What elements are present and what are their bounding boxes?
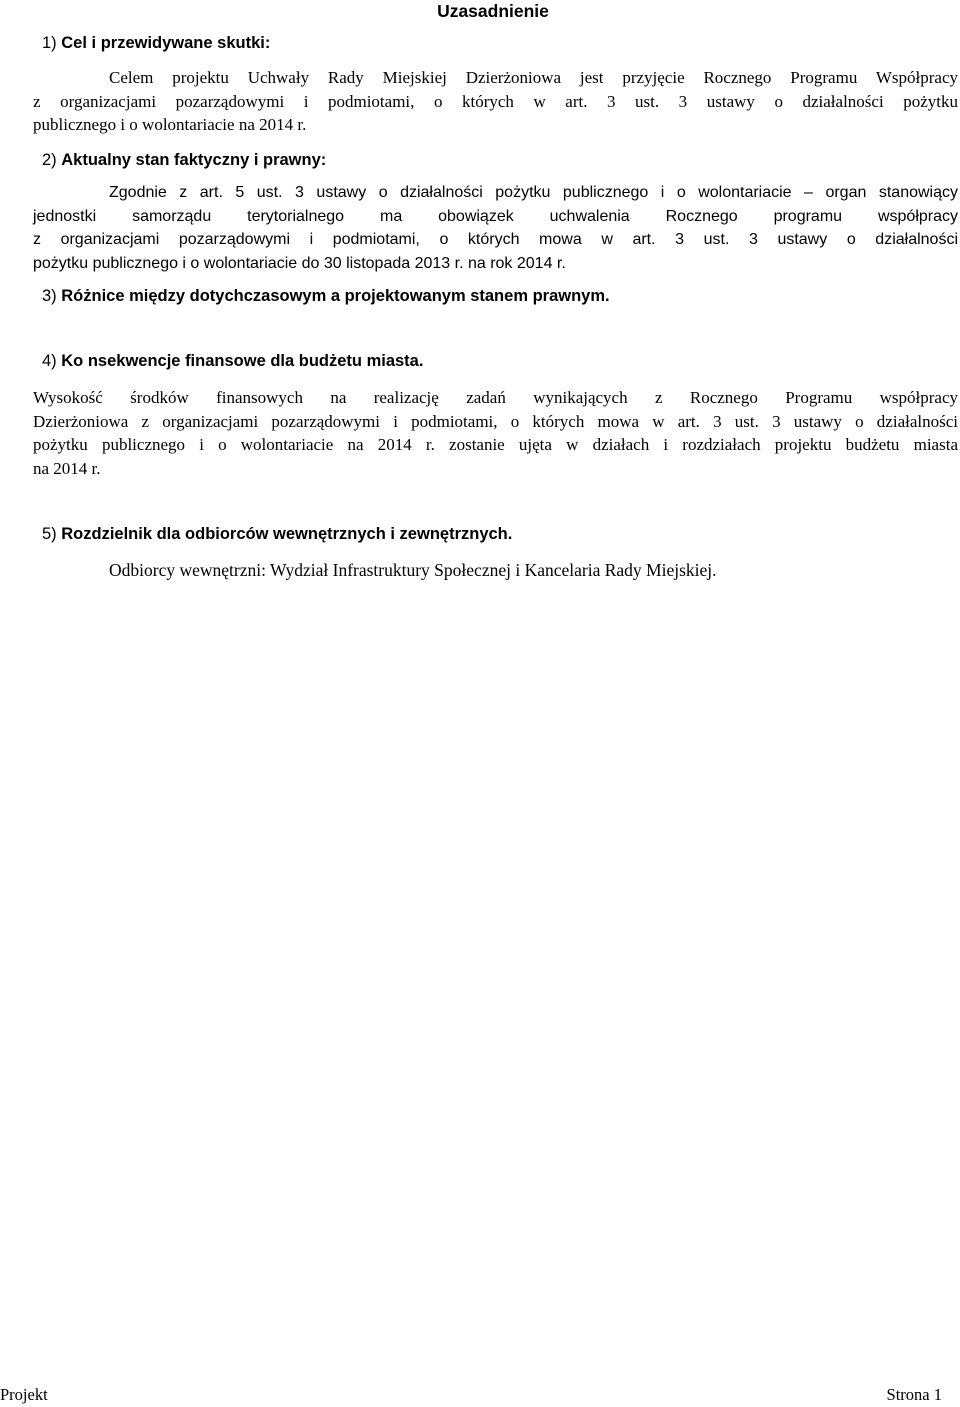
section-1-paragraph	[33, 66, 958, 137]
section-2-line-1: Zgodnie z art. 5 ust. 3 ustawy o działalności pożytku publicznego i o wolontariacie – organ stanowiący	[109, 184, 958, 201]
document-title: Uzasadnienie	[437, 1, 549, 21]
section-4-line-3: pożytku publicznego i o wolontariacie na 2014 r. zostanie ujęta w działach i rozdziałach projektu budżetu miasta	[33, 435, 958, 454]
section-2-paragraph	[33, 181, 958, 275]
section-2-line-3: z organizacjami pozarządowymi i podmiotami, o których mowa w art. 3 ust. 3 ustawy o działalności	[33, 231, 958, 248]
section-4-line-4: na 2014 r.	[33, 458, 101, 478]
section-2-title: Aktualny stan faktyczny i prawny:	[61, 151, 327, 169]
section-5-number: 5)	[42, 525, 57, 543]
section-5-title: Rozdzielnik dla odbiorców wewnętrznych i zewnętrznych.	[61, 525, 513, 543]
section-1-title: Cel i przewidywane skutki:	[61, 34, 271, 52]
section-4-line-2: Dzierżoniowa z organizacjami pozarządowymi i podmiotami, o których mowa w art. 3 ust. 3 ustawy o działalności	[33, 411, 958, 431]
footer-left: Projekt	[0, 1385, 48, 1404]
section-4-title: Ko nsekwencje finansowe dla budżetu miasta.	[61, 352, 424, 370]
section-1-line-3: publicznego i o wolontariacie na 2014 r.	[33, 115, 307, 134]
section-3-title: Różnice między dotychczasowym a projektowanym stanem prawnym.	[61, 287, 610, 305]
section-1-line-2: z organizacjami pozarządowymi i podmiotami, o których w art. 3 ust. 3 ustawy o działalności pożytku	[33, 91, 958, 111]
section-4-number: 4)	[42, 352, 57, 370]
section-4-line-1: Wysokość środków finansowych na realizację zadań wynikających z Rocznego Programu współpracy	[33, 388, 958, 407]
section-5-recipients: Odbiorcy wewnętrzni: Wydział Infrastruktury Społecznej i Kancelaria Rady Miejskiej.	[109, 560, 717, 580]
section-3-heading	[42, 287, 610, 306]
section-2-line-2: jednostki samorządu terytorialnego ma obowiązek uchwalenia Rocznego programu współpracy	[33, 207, 958, 225]
footer-page-number: Strona 1	[886, 1385, 942, 1404]
section-4-heading	[42, 352, 423, 371]
section-3-number: 3)	[42, 287, 57, 305]
section-1-number: 1)	[42, 34, 57, 52]
section-1-line-1: Celem projektu Uchwały Rady Miejskiej Dzierżoniowa jest przyjęcie Rocznego Programu Współpracy	[109, 68, 958, 87]
section-2-line-4: pożytku publicznego i o wolontariacie do 30 listopada 2013 r. na rok 2014 r.	[33, 254, 566, 272]
section-5-heading	[42, 525, 512, 544]
section-2-heading	[42, 151, 326, 170]
section-1-heading	[42, 34, 270, 53]
section-2-number: 2)	[42, 151, 57, 169]
section-4-paragraph	[33, 386, 958, 480]
